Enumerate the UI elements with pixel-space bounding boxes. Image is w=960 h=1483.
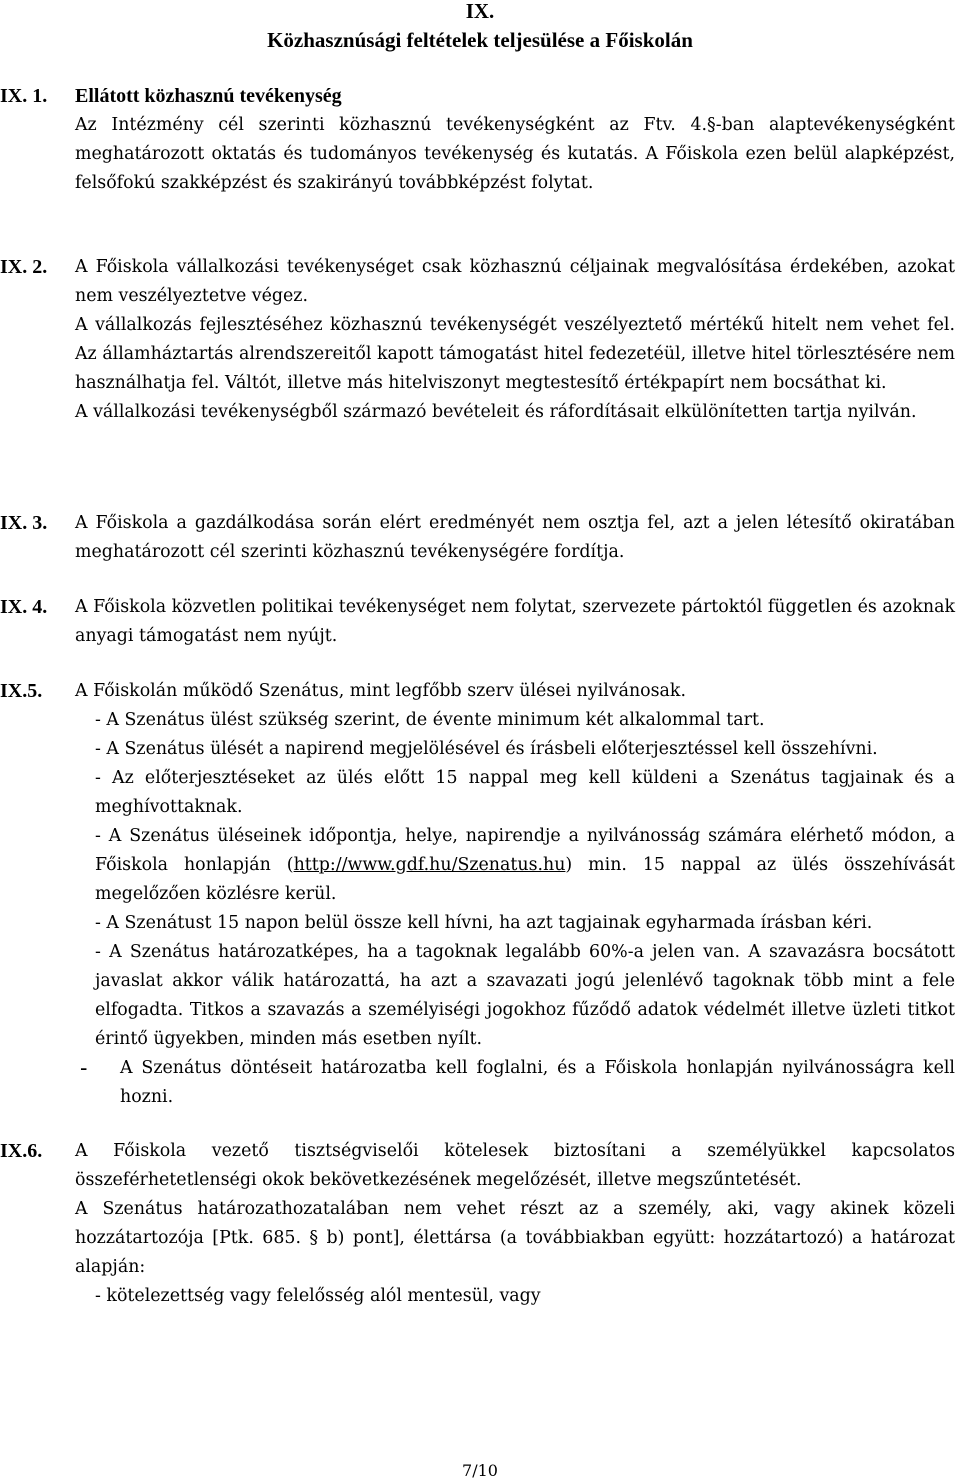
chapter-title: Közhasznúsági feltételek teljesülése a Főiskolán (267, 28, 693, 52)
list-item: - Az előterjesztéseket az ülés előtt 15 nappal meg kell küldeni a Szenátus tagjainak és a meghívottaknak. (95, 768, 955, 817)
section-heading: Ellátott közhasznú tevékenység (75, 85, 342, 107)
paragraph: A vállalkozás fejlesztéséhez közhasznú tevékenységét veszélyeztető mértékű hitelt nem vehet fel. Az államháztartás alrendszereitől kapott támogatást hitel fedezetéül, illetve hitel törlesztésére nem használhatja fel. Váltót, illetve más hitelviszonyt megtestesítő értékpapírt nem bocsáthat ki. (75, 315, 955, 393)
list-item: - A Szenátust 15 napon belül össze kell hívni, ha azt tagjainak egyharmada írásban kéri. (95, 913, 873, 933)
section-body (75, 593, 955, 651)
list-item-text: ) min. 15 nappal az ülés összehívását megelőzően közlésre kerül. (95, 855, 955, 904)
section-number: IX. 1. (0, 85, 48, 107)
list-item: - A Szenátus határozatképes, ha a tagoknak legalább 60%-a jelen van. A szavazásra bocsátott javaslat akkor válik határozattá, ha azt a szavazati jogú jelenlévő tagoknak több mint a fele elfogadta. Titkos a szavazás a személyiségi jogokhoz fűződő adatok védelmét illetve üzleti titkot érintő ügyekben, minden más esetben nyílt. (95, 942, 955, 1049)
dash-marker: - (80, 1056, 88, 1081)
section-body (75, 509, 955, 567)
paragraph: A Főiskolán működő Szenátus, mint legfőbb szerv ülései nyilvánosak. (75, 681, 686, 701)
list-item: - A Szenátus ülést szükség szerint, de évente minimum két alkalommal tart. (95, 710, 765, 730)
paragraph: A Szenátus határozathozatalában nem vehet részt az a személy, aki, vagy akinek közeli hozzátartozója [Ptk. 685. § b) pont], élettársa (a továbbiakban együtt: hozzátartozó) a határozat alapján: (75, 1199, 955, 1277)
list-item: - A Szenátus ülését a napirend megjelölésével és írásbeli előterjesztéssel kell összehívni. (95, 739, 878, 759)
section-body (75, 1137, 955, 1311)
section-text: Az Intézmény cél szerinti közhasznú tevékenységként az Ftv. 4.§-ban alaptevékenységként meghatározott oktatás és tudományos tevékenység és kutatás. A Főiskola ezen belül alapképzést, felsőfokú szakképzést és szakirányú továbbképzést folytat. (75, 115, 955, 193)
list-item: - kötelezettség vagy felelősség alól mentesül, vagy (95, 1286, 541, 1306)
paragraph: A Főiskola a gazdálkodása során elért eredményét nem osztja fel, azt a jelen létesítő okiratában meghatározott cél szerinti közhasznú tevékenységére fordítja. (75, 513, 955, 562)
section-body (75, 82, 955, 198)
section-number: IX.6. (0, 1140, 43, 1162)
section-number: IX. 3. (0, 512, 48, 534)
section-body (75, 253, 955, 427)
section-body (75, 677, 955, 1112)
list-item-text: A Szenátus döntéseit határozatba kell foglalni, és a Főiskola honlapján nyilvánosságra kell hozni. (120, 1058, 955, 1107)
paragraph: A vállalkozási tevékenységből származó bevételeit és ráfordításait elkülönítetten tartja nyilván. (75, 402, 917, 422)
list-item (75, 1054, 955, 1112)
list-item (75, 822, 955, 909)
paragraph: A Főiskola vezető tisztségviselői kötelesek biztosítani a személyükkel kapcsolatos összeférhetetlenségi okok bekövetkezésének megelőzését, illetve megszűntetését. (75, 1141, 955, 1190)
list-item-text: - A Szenátus üléseinek időpontja, helye, napirendje a nyilvánosság számára elérhető módon, a Főiskola honlapján ( (95, 826, 955, 875)
section-number: IX. 4. (0, 596, 48, 618)
paragraph: A Főiskola közvetlen politikai tevékenységet nem folytat, szervezete pártoktól független és azoknak anyagi támogatást nem nyújt. (75, 597, 955, 646)
section-number: IX.5. (0, 680, 43, 702)
chapter-number: IX. (465, 0, 495, 23)
section-number: IX. 2. (0, 256, 48, 278)
page-number: 7/10 (462, 1461, 498, 1480)
senate-page-link[interactable]: http://www.gdf.hu/Szenatus.hu (293, 855, 566, 875)
paragraph: A Főiskola vállalkozási tevékenységet csak közhasznú céljainak megvalósítása érdekében, azokat nem veszélyeztetve végez. (75, 257, 955, 306)
